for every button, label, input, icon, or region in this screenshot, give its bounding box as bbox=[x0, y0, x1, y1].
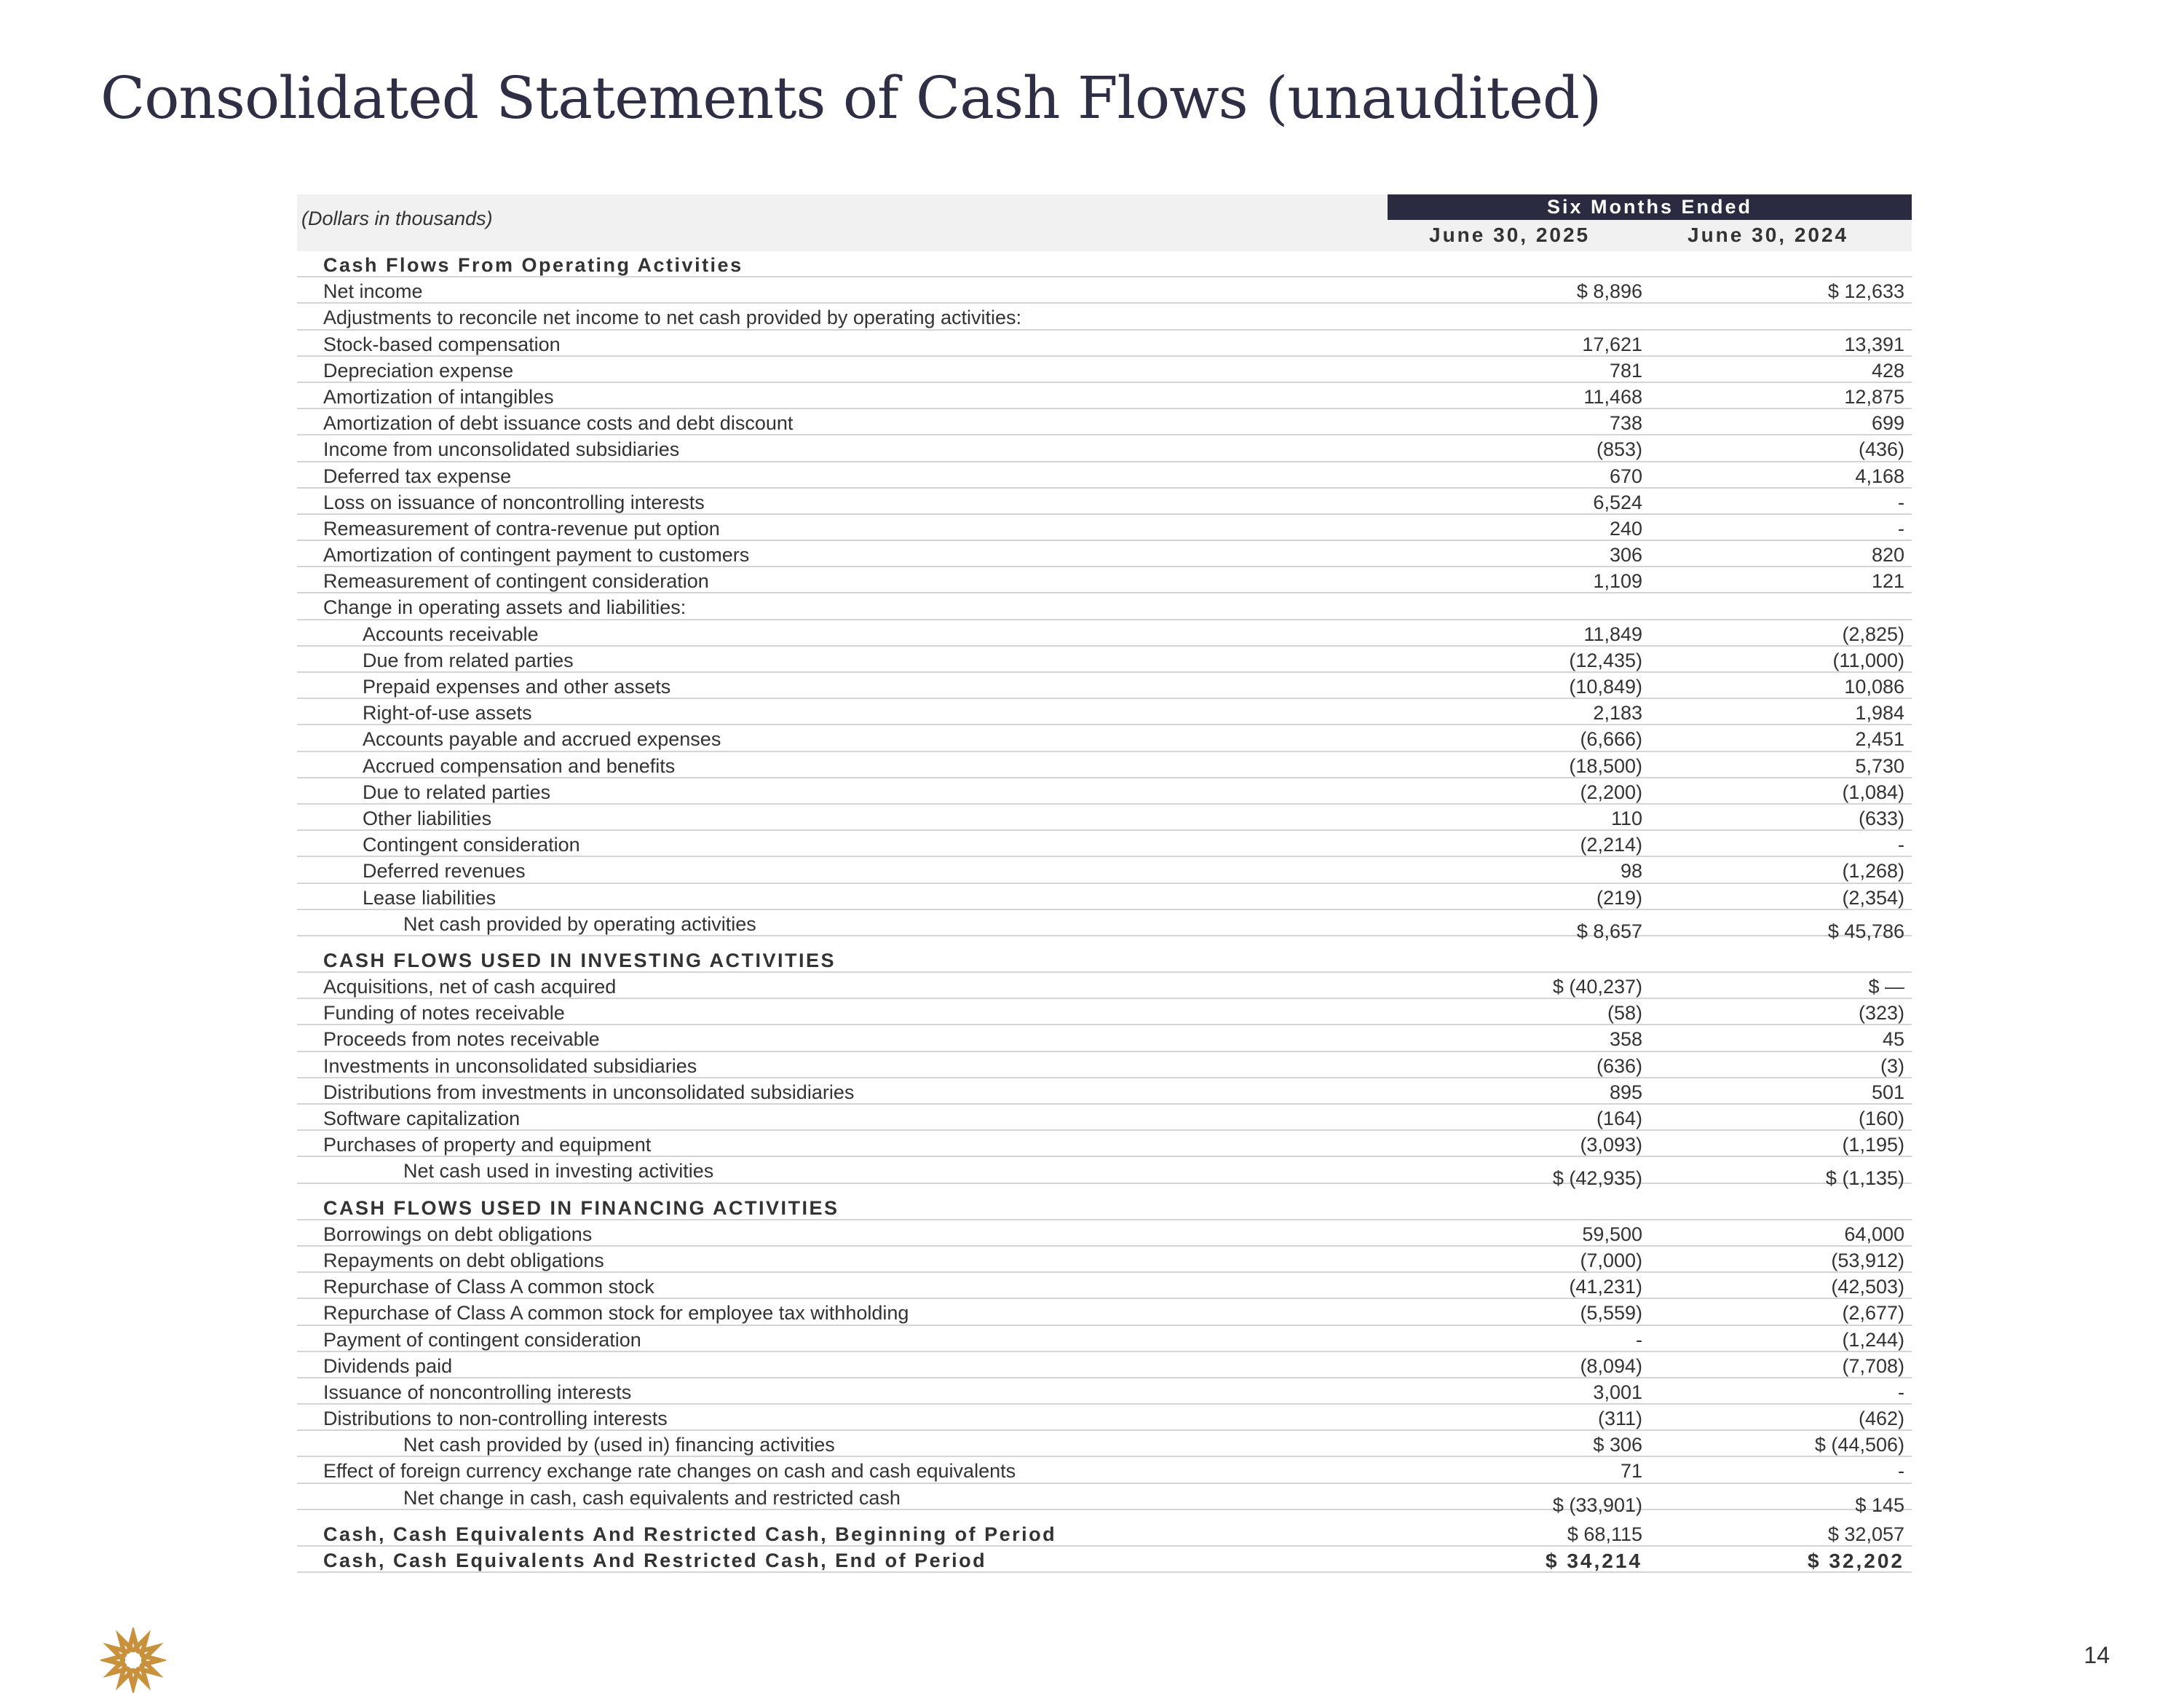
table-row bbox=[297, 1520, 1912, 1547]
table-row bbox=[297, 725, 1912, 751]
row-label: Proceeds from notes receivable bbox=[323, 1028, 600, 1051]
value-2024: 820 bbox=[1871, 544, 1904, 567]
value-2024: 501 bbox=[1871, 1081, 1904, 1103]
table-row bbox=[297, 331, 1912, 357]
cash-flow-statement bbox=[297, 194, 1912, 1573]
value-2024: 2,451 bbox=[1855, 728, 1904, 751]
value-2025: 240 bbox=[1609, 517, 1642, 540]
row-label: Due from related parties bbox=[363, 649, 574, 671]
value-2024: (160) bbox=[1858, 1108, 1904, 1129]
table-row bbox=[297, 973, 1912, 999]
row-spacer bbox=[297, 936, 1912, 947]
value-2024: (1,195) bbox=[1842, 1134, 1904, 1156]
value-2024: $ (44,506) bbox=[1814, 1434, 1904, 1456]
value-2025: 110 bbox=[1610, 807, 1642, 829]
value-2025: (41,231) bbox=[1569, 1276, 1642, 1298]
value-2025: 17,621 bbox=[1582, 333, 1642, 355]
value-2025: (219) bbox=[1596, 886, 1642, 909]
row-label: Repurchase of Class A common stock bbox=[323, 1276, 654, 1298]
value-2025: (7,000) bbox=[1580, 1249, 1642, 1271]
table-row bbox=[297, 1131, 1912, 1157]
value-2025: (10,849) bbox=[1569, 676, 1642, 698]
value-2024: (53,912) bbox=[1831, 1249, 1904, 1271]
table-row bbox=[297, 1157, 1912, 1190]
row-label: Right-of-use assets bbox=[363, 702, 532, 725]
table-row bbox=[297, 1105, 1912, 1131]
units-note: (Dollars in thousands) bbox=[301, 208, 493, 229]
value-2024: (2,825) bbox=[1842, 623, 1904, 645]
row-label: Prepaid expenses and other assets bbox=[363, 676, 671, 698]
table-row bbox=[297, 1378, 1912, 1405]
column-header-2025: June 30, 2025 bbox=[1429, 224, 1591, 246]
value-2024: (1,268) bbox=[1842, 860, 1904, 883]
value-2024: 5,730 bbox=[1855, 754, 1904, 777]
value-2024: 121 bbox=[1871, 570, 1904, 593]
table-row bbox=[297, 304, 1912, 330]
row-label: Accrued compensation and benefits bbox=[363, 754, 676, 777]
table-row bbox=[297, 647, 1912, 673]
row-label: Distributions from investments in unconsolidated subsidiaries bbox=[323, 1081, 855, 1103]
row-spacer bbox=[297, 1510, 1912, 1520]
table-row bbox=[297, 1405, 1912, 1431]
table-row bbox=[297, 435, 1912, 462]
row-label: Net income bbox=[323, 280, 423, 303]
value-2025: 98 bbox=[1620, 860, 1642, 883]
row-label: Net change in cash, cash equivalents and restricted cash bbox=[403, 1486, 901, 1509]
table-row bbox=[297, 383, 1912, 409]
value-2025: $ 8,657 bbox=[1576, 920, 1642, 942]
value-2024: - bbox=[1898, 517, 1904, 540]
value-2024: $ 32,057 bbox=[1827, 1523, 1904, 1545]
table-row bbox=[297, 1299, 1912, 1325]
table-row bbox=[297, 541, 1912, 567]
table-row bbox=[297, 999, 1912, 1025]
section-header-row bbox=[297, 1194, 1912, 1220]
value-2025: (58) bbox=[1607, 1002, 1642, 1025]
row-label: Remeasurement of contingent consideration bbox=[323, 570, 709, 593]
value-2024: 45 bbox=[1882, 1028, 1904, 1051]
value-2024: 699 bbox=[1871, 412, 1904, 435]
value-2025: (2,200) bbox=[1580, 781, 1642, 803]
table-row bbox=[297, 1457, 1912, 1483]
value-2024: (462) bbox=[1858, 1408, 1904, 1430]
table-row bbox=[297, 1025, 1912, 1051]
value-2024: $ 145 bbox=[1855, 1493, 1904, 1516]
column-header-2024: June 30, 2024 bbox=[1688, 224, 1849, 246]
table-row bbox=[297, 1431, 1912, 1457]
row-label: Adjustments to reconcile net income to net cash provided by operating activities: bbox=[323, 307, 1022, 329]
row-label: Cash, Cash Equivalents And Restricted Cash, Beginning of Period bbox=[323, 1523, 1057, 1545]
table-row bbox=[297, 409, 1912, 435]
row-label: Issuance of noncontrolling interests bbox=[323, 1381, 632, 1403]
value-2024: $ 12,633 bbox=[1827, 280, 1904, 303]
row-label: Investments in unconsolidated subsidiaries bbox=[323, 1054, 697, 1077]
value-2025: (311) bbox=[1597, 1408, 1642, 1430]
row-label: CASH FLOWS USED IN INVESTING ACTIVITIES bbox=[323, 949, 836, 971]
value-2025: 1,109 bbox=[1593, 570, 1642, 593]
value-2025: (3,093) bbox=[1580, 1134, 1642, 1156]
row-label: Amortization of debt issuance costs and debt discount bbox=[323, 412, 794, 435]
value-2024: 1,984 bbox=[1855, 702, 1904, 725]
value-2025: $ (42,935) bbox=[1552, 1167, 1642, 1190]
value-2025: 781 bbox=[1609, 359, 1642, 382]
value-2024: (436) bbox=[1858, 438, 1904, 461]
row-label: Other liabilities bbox=[363, 807, 492, 829]
table-row bbox=[297, 699, 1912, 725]
value-2025: 306 bbox=[1609, 544, 1642, 567]
value-2025: 895 bbox=[1609, 1081, 1642, 1103]
value-2025: 738 bbox=[1609, 412, 1642, 435]
value-2025: $ 68,115 bbox=[1567, 1523, 1642, 1545]
value-2025: (6,666) bbox=[1580, 728, 1642, 751]
row-label: Cash, Cash Equivalents And Restricted Cash, End of Period bbox=[323, 1550, 987, 1571]
value-2024: (2,677) bbox=[1842, 1302, 1904, 1325]
row-label: Lease liabilities bbox=[363, 886, 496, 909]
value-2025: 11,468 bbox=[1583, 385, 1642, 408]
value-2025: (164) bbox=[1596, 1108, 1642, 1129]
value-2024: 10,086 bbox=[1844, 676, 1904, 698]
value-2025: 358 bbox=[1609, 1028, 1642, 1051]
row-label: Accounts receivable bbox=[363, 623, 539, 645]
value-2025: (853) bbox=[1596, 438, 1642, 461]
value-2025: (18,500) bbox=[1569, 754, 1642, 777]
company-logo-icon bbox=[100, 1627, 166, 1693]
page-title: Consolidated Statements of Cash Flows (unaudited) bbox=[100, 64, 1602, 132]
row-label: Net cash provided by operating activities bbox=[403, 912, 756, 935]
value-2025: 6,524 bbox=[1593, 491, 1642, 513]
section-header-row bbox=[297, 251, 1912, 277]
value-2025: (12,435) bbox=[1569, 649, 1642, 671]
row-label: Cash Flows From Operating Activities bbox=[323, 254, 743, 276]
table-row bbox=[297, 1326, 1912, 1352]
row-label: Amortization of contingent payment to customers bbox=[323, 544, 750, 567]
row-label: Deferred revenues bbox=[363, 860, 526, 883]
value-2025: 3,001 bbox=[1593, 1381, 1642, 1403]
table-row bbox=[297, 752, 1912, 778]
value-2025: (5,559) bbox=[1580, 1302, 1642, 1325]
value-2024: 4,168 bbox=[1855, 465, 1904, 487]
table-row bbox=[297, 489, 1912, 515]
row-label: Repurchase of Class A common stock for employee tax withholding bbox=[323, 1302, 909, 1325]
value-2024: - bbox=[1898, 1381, 1904, 1403]
row-label: Accounts payable and accrued expenses bbox=[363, 728, 721, 751]
table-row bbox=[297, 857, 1912, 883]
row-label: Payment of contingent consideration bbox=[323, 1328, 641, 1351]
table-row bbox=[297, 462, 1912, 489]
value-2025: $ (33,901) bbox=[1552, 1493, 1642, 1516]
table-row bbox=[297, 884, 1912, 910]
table-row bbox=[297, 277, 1912, 304]
table-row bbox=[297, 1484, 1912, 1516]
value-2025: - bbox=[1636, 1328, 1642, 1351]
row-label: Income from unconsolidated subsidiaries bbox=[323, 438, 680, 461]
row-label: Acquisitions, net of cash acquired bbox=[323, 976, 617, 998]
row-label: Contingent consideration bbox=[363, 834, 580, 856]
row-label: Effect of foreign currency exchange rate changes on cash and cash equivalents bbox=[323, 1460, 1016, 1483]
row-label: Depreciation expense bbox=[323, 359, 514, 382]
value-2024: $ 32,202 bbox=[1808, 1550, 1904, 1572]
table-row bbox=[297, 1247, 1912, 1273]
value-2025: (8,094) bbox=[1580, 1354, 1642, 1377]
row-label: Purchases of property and equipment bbox=[323, 1134, 652, 1156]
table-row bbox=[297, 805, 1912, 831]
row-label: Deferred tax expense bbox=[323, 465, 512, 487]
value-2024: 13,391 bbox=[1844, 333, 1904, 355]
row-label: Borrowings on debt obligations bbox=[323, 1223, 593, 1245]
page-number: 14 bbox=[2084, 1642, 2110, 1668]
table-row bbox=[297, 831, 1912, 857]
value-2025: 11,849 bbox=[1583, 623, 1642, 645]
value-2024: (2,354) bbox=[1842, 886, 1904, 909]
table-row bbox=[297, 1547, 1912, 1573]
value-2024: (1,244) bbox=[1842, 1328, 1904, 1351]
value-2025: 59,500 bbox=[1582, 1223, 1642, 1245]
value-2024: (323) bbox=[1858, 1002, 1904, 1025]
value-2024: $ (1,135) bbox=[1825, 1167, 1904, 1190]
value-2025: 71 bbox=[1620, 1460, 1642, 1483]
value-2024: (1,084) bbox=[1842, 781, 1904, 803]
row-label: Stock-based compensation bbox=[323, 333, 561, 355]
value-2025: $ 306 bbox=[1593, 1434, 1642, 1456]
table-row bbox=[297, 1078, 1912, 1105]
value-2024: - bbox=[1898, 834, 1904, 856]
row-label: Amortization of intangibles bbox=[323, 385, 554, 408]
table-row bbox=[297, 778, 1912, 805]
row-label: Funding of notes receivable bbox=[323, 1002, 565, 1025]
row-label: CASH FLOWS USED IN FINANCING ACTIVITIES bbox=[323, 1196, 839, 1219]
value-2024: 428 bbox=[1871, 359, 1904, 382]
row-label: Dividends paid bbox=[323, 1354, 453, 1377]
statement-rows bbox=[297, 251, 1912, 1573]
value-2025: (636) bbox=[1596, 1054, 1642, 1077]
table-row bbox=[297, 593, 1912, 620]
value-2024: 12,875 bbox=[1844, 385, 1904, 408]
table-row bbox=[297, 1273, 1912, 1299]
value-2024: (7,708) bbox=[1842, 1354, 1904, 1377]
row-spacer bbox=[297, 1184, 1912, 1194]
value-2024: $ — bbox=[1868, 976, 1904, 998]
value-2024: 64,000 bbox=[1844, 1223, 1904, 1245]
row-label: Change in operating assets and liabilities: bbox=[323, 596, 687, 619]
table-row bbox=[297, 1052, 1912, 1078]
value-2025: $ 8,896 bbox=[1576, 280, 1642, 303]
value-2024: $ 45,786 bbox=[1827, 920, 1904, 942]
value-2024: (42,503) bbox=[1831, 1276, 1904, 1298]
value-2024: (633) bbox=[1858, 807, 1904, 829]
row-label: Net cash used in investing activities bbox=[403, 1160, 714, 1183]
table-row bbox=[297, 567, 1912, 593]
value-2025: $ (40,237) bbox=[1552, 976, 1642, 998]
table-row bbox=[297, 673, 1912, 699]
period-band: Six Months Ended bbox=[1388, 194, 1912, 220]
table-row bbox=[297, 357, 1912, 383]
row-label: Software capitalization bbox=[323, 1108, 521, 1129]
value-2024: (3) bbox=[1880, 1054, 1904, 1077]
table-row bbox=[297, 1352, 1912, 1378]
table-row bbox=[297, 1220, 1912, 1247]
value-2024: (11,000) bbox=[1832, 649, 1904, 671]
row-label: Loss on issuance of noncontrolling interests bbox=[323, 491, 705, 513]
row-label: Distributions to non-controlling interests bbox=[323, 1408, 668, 1430]
value-2025: 670 bbox=[1609, 465, 1642, 487]
row-label: Net cash provided by (used in) financing activities bbox=[403, 1434, 835, 1456]
table-row bbox=[297, 515, 1912, 541]
section-header-row bbox=[297, 947, 1912, 973]
row-label: Remeasurement of contra-revenue put option bbox=[323, 517, 720, 540]
row-label: Due to related parties bbox=[363, 781, 551, 803]
table-row bbox=[297, 910, 1912, 942]
value-2025: (2,214) bbox=[1580, 834, 1642, 856]
value-2025: $ 34,214 bbox=[1546, 1550, 1642, 1572]
value-2025: 2,183 bbox=[1593, 702, 1642, 725]
statement-header bbox=[297, 194, 1912, 251]
table-row bbox=[297, 620, 1912, 647]
value-2024: - bbox=[1898, 1460, 1904, 1483]
row-label: Repayments on debt obligations bbox=[323, 1249, 604, 1271]
value-2024: - bbox=[1898, 491, 1904, 513]
